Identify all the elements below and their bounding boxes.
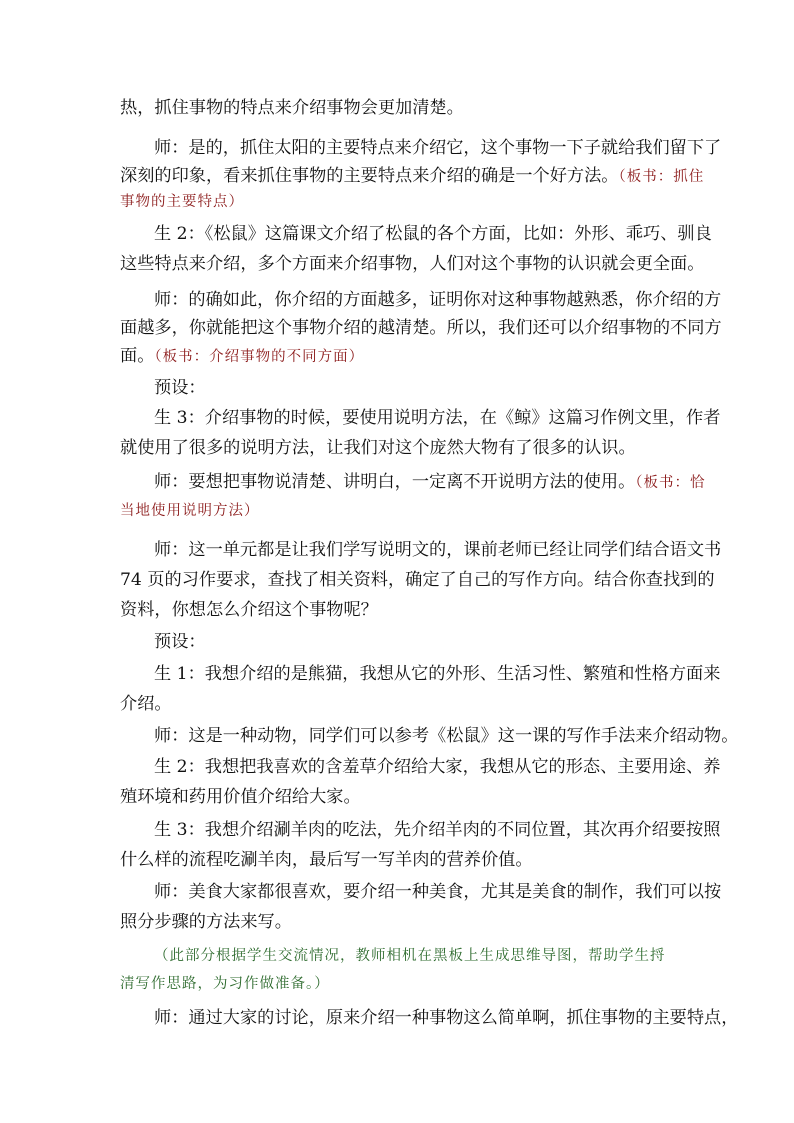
text-line: 热，抓住事物的特点来介绍事物会更加清楚。 bbox=[120, 98, 464, 118]
text-line: 深刻的印象，看来抓住事物的主要特点来介绍的确是一个好方法。（板书：抓住 bbox=[120, 166, 705, 186]
text-line: 师：美食大家都很喜欢，要介绍一种美食，尤其是美食的制作，我们可以按 bbox=[154, 882, 722, 902]
text-line: 师：通过大家的讨论，原来介绍一种事物这么简单啊，抓住事物的主要特点， bbox=[154, 1008, 739, 1028]
text-line: 面。（板书：介绍事物的不同方面） bbox=[120, 346, 365, 366]
text-line: 预设： bbox=[154, 632, 206, 652]
text-line: 面越多，你就能把这个事物介绍的越清楚。所以，我们还可以介绍事物的不同方 bbox=[120, 318, 722, 338]
text-line: 74 页的习作要求，查找了相关资料，确定了自己的写作方向。结合你查找到的 bbox=[120, 570, 715, 590]
board-note: 当地使用说明方法） bbox=[120, 503, 260, 519]
text-line: 就使用了很多的说明方法，让我们对这个庞然大物有了很多的认识。 bbox=[120, 438, 636, 458]
teaching-note: （此部分根据学生交流情况，教师相机在黑板上生成思维导图，帮助学生捋 bbox=[154, 948, 666, 964]
text-line: 生 3：介绍事物的时候，要使用说明方法，在《鲸》这篇习作例文里，作者 bbox=[154, 408, 721, 428]
board-note: （板书：恰 bbox=[635, 475, 706, 491]
text-line: 介绍。 bbox=[120, 694, 172, 714]
text-line: 生 2：《松鼠》这篇课文介绍了松鼠的各个方面，比如：外形、乖巧、驯良 bbox=[154, 224, 712, 244]
text-line bbox=[120, 191, 244, 212]
text-line: 师：要想把事物说清楚、讲明白，一定离不开说明方法的使用。（板书：恰 bbox=[154, 472, 706, 492]
text-line: 资料，你想怎么介绍这个事物呢？ bbox=[120, 600, 378, 620]
text-line: 照分步骤的方法来写。 bbox=[120, 912, 292, 932]
text-line: 预设： bbox=[154, 378, 206, 398]
board-note: （板书：抓住 bbox=[618, 169, 705, 185]
board-note: 事物的主要特点） bbox=[120, 194, 244, 210]
text-line: 生 2：我想把我喜欢的含羞草介绍给大家，我想从它的形态、主要用途、养 bbox=[154, 757, 721, 777]
teaching-note: 清写作思路，为习作做准备。） bbox=[120, 976, 330, 992]
text-line: 什么样的流程吃涮羊肉，最后写一写羊肉的营养价值。 bbox=[120, 850, 533, 870]
text-line: 师：这是一种动物，同学们可以参考《松鼠》这一课的写作手法来介绍动物。 bbox=[154, 726, 739, 746]
text-line: 师：的确如此，你介绍的方面越多，证明你对这种事物越熟悉，你介绍的方 bbox=[154, 290, 722, 310]
text-line bbox=[120, 500, 260, 521]
text-line: 生 1：我想介绍的是熊猫，我想从它的外形、生活习性、繁殖和性格方面来 bbox=[154, 664, 721, 684]
board-note: （板书：介绍事物的不同方面） bbox=[154, 349, 365, 365]
text-line: 这些特点来介绍，多个方面来介绍事物，人们对这个事物的认识就会更全面。 bbox=[120, 254, 705, 274]
text-line: 师：这一单元都是让我们学写说明文的，课前老师已经让同学们结合语文书 bbox=[154, 540, 722, 560]
text-line: 殖环境和药用价值介绍给大家。 bbox=[120, 787, 361, 807]
text-line: 生 3：我想介绍涮羊肉的吃法，先介绍羊肉的不同位置，其次再介绍要按照 bbox=[154, 820, 721, 840]
text-line: 师：是的，抓住太阳的主要特点来介绍它，这个事物一下子就给我们留下了 bbox=[154, 138, 722, 158]
